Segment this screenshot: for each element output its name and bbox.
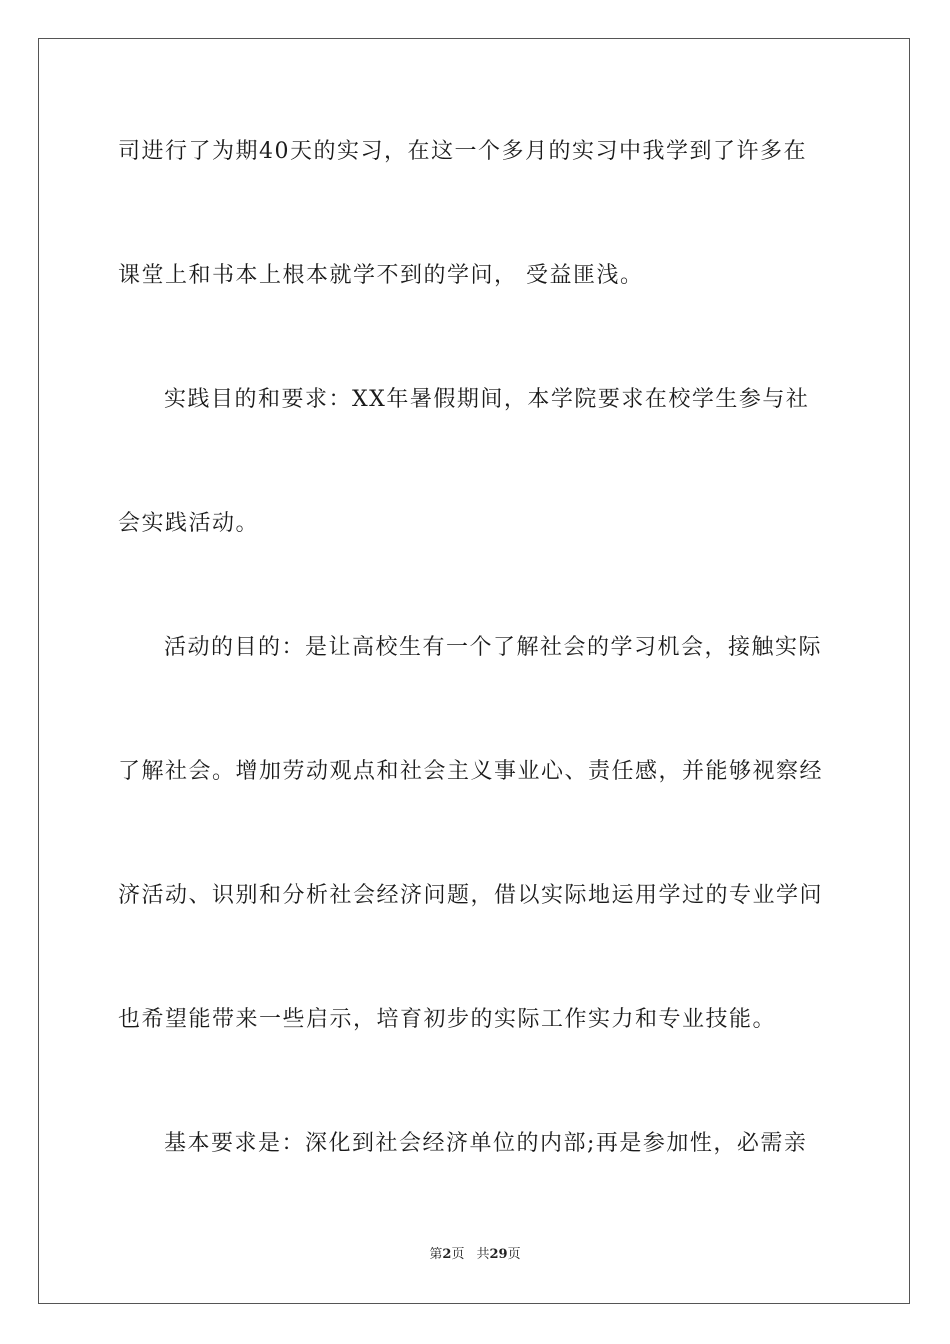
footer-total-pages: 29 — [489, 1247, 508, 1262]
footer-page-number: 2 — [442, 1247, 452, 1262]
body-line-1: 司进行了为期40天的实习，在这一个多月的实习中我学到了许多在 — [118, 139, 807, 164]
body-line-9: 基本要求是：深化到社会经济单位的内部;再是参加性，必需亲 — [164, 1131, 808, 1156]
footer-page-suffix: 页 — [451, 1247, 465, 1262]
body-line-6: 了解社会。增加劳动观点和社会主义事业心、责任感，并能够视察经 — [118, 759, 824, 784]
body-line-7: 济活动、识别和分析社会经济问题，借以实际地运用学过的专业学问 — [118, 883, 824, 908]
body-line-5: 活动的目的：是让高校生有一个了解社会的学习机会，接触实际 — [164, 635, 823, 660]
body-line-4: 会实践活动。 — [118, 511, 260, 536]
footer-total-suffix: 页 — [507, 1247, 521, 1262]
footer-page-prefix: 第 — [429, 1247, 443, 1262]
body-line-3: 实践目的和要求：XX年暑假期间，本学院要求在校学生参与社 — [164, 387, 810, 412]
footer-total-prefix: 共 — [476, 1247, 490, 1262]
body-line-8: 也希望能带来一些启示，培育初步的实际工作实力和专业技能。 — [118, 1007, 777, 1032]
page-footer — [0, 1246, 950, 1264]
body-line-2: 课堂上和书本上根本就学不到的学问， 受益匪浅。 — [118, 263, 644, 288]
page-frame — [38, 38, 910, 1304]
